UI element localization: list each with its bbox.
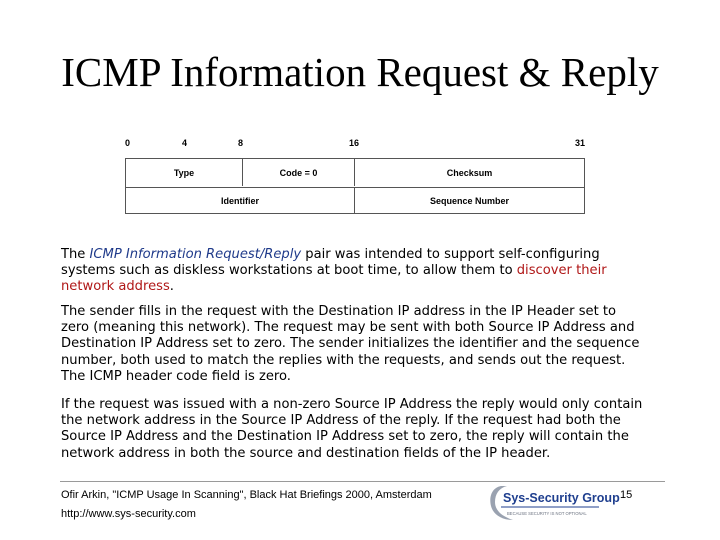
- sys-security-logo: [487, 482, 620, 524]
- logo-text: Sys-Security Group: [503, 491, 620, 505]
- paragraph-request: The sender fills in the request with the Destination IP address in the IP Header set to zero (meaning this network). The request may be sent with both Source IP Address and Destination IP Address set to zero. The sender initializes the identifier and the sequence number, both used to match the replies with the requests, and sends out the request. The ICMP header code field is zero.: [61, 304, 640, 384]
- paragraph-reply: If the request was issued with a non-zero Source IP Address the reply would only contain the network address in the Source IP Address of the reply. If the request had both the Source IP Address and the Destination IP Address set to zero, the reply will contain the network address in both the source and destination fields of the IP header.: [61, 397, 643, 461]
- field-type: Type: [126, 159, 243, 186]
- field-checksum: Checksum: [446, 167, 493, 178]
- logo-tagline: BECAUSE SECURITY IS NOT OPTIONAL: [507, 511, 587, 516]
- field-sequence-number: Sequence Number: [429, 195, 510, 206]
- p1-middle: pair was intended to support self-configuring systems such as diskless workstations at boot time, to allow them to: [61, 247, 600, 279]
- field-code: Code = 0: [243, 159, 355, 186]
- header-row-2: [126, 187, 584, 215]
- paragraph-purpose: [61, 247, 641, 296]
- page-number: 15: [620, 489, 633, 501]
- slide-title: ICMP Information Request & Reply: [61, 49, 659, 95]
- header-field-table: [125, 158, 585, 214]
- bit-label-8: 8: [238, 138, 244, 148]
- p1-end: .: [169, 279, 174, 295]
- p1-highlight: ICMP Information Request/Reply: [89, 247, 302, 262]
- header-row-1: [126, 159, 584, 188]
- bit-label-31: 31: [575, 138, 586, 148]
- icmp-header-diagram: [125, 138, 585, 216]
- footer-citation: Ofir Arkin, "ICMP Usage In Scanning", Black Hat Briefings 2000, Amsterdam: [61, 489, 432, 501]
- p1-red: discover their network address: [61, 263, 607, 295]
- p1-before: The: [61, 247, 90, 262]
- bit-label-0: 0: [125, 138, 131, 148]
- bit-label-16: 16: [349, 138, 360, 148]
- bit-label-4: 4: [182, 138, 188, 148]
- footer-url[interactable]: http://www.sys-security.com: [61, 508, 196, 520]
- field-identifier: Identifier: [126, 187, 355, 214]
